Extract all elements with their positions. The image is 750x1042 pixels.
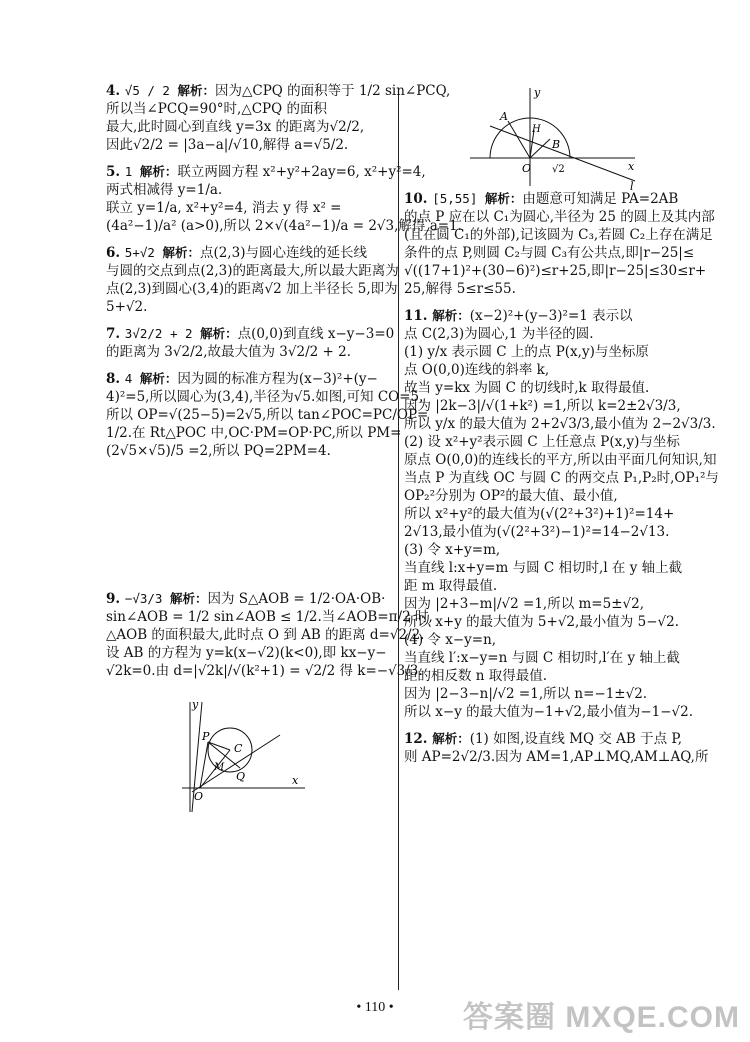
line-text: 的距离为 3√2/2,故最大值为 3√2/2 + 2.	[106, 344, 351, 360]
text-line	[106, 644, 394, 662]
line-text: 距的相反数 n 取得最值.	[404, 668, 548, 684]
text-line	[106, 181, 394, 199]
analysis-label: 解析：	[200, 326, 238, 341]
figure-label: M	[214, 762, 225, 773]
text-line	[404, 325, 704, 343]
text-line	[106, 217, 462, 235]
text-line	[404, 613, 704, 631]
text-line	[404, 487, 704, 505]
text-line	[106, 163, 426, 181]
line-text: √((17+1)²+(30−6)²)≤r+25,即|r−25|≤30≤r+	[404, 263, 707, 279]
text-line	[404, 280, 704, 298]
text-line	[106, 662, 423, 680]
text-line	[404, 631, 704, 649]
solution-block	[404, 730, 709, 766]
line-text: 点 O(0,0)连线的斜率 k,	[404, 362, 550, 378]
text-line	[106, 199, 394, 217]
analysis-label: 解析：	[169, 591, 208, 606]
line-text: 所以 x+y 的最大值为 5+√2,最小值为 5−√2.	[404, 614, 679, 630]
line-text: 所以当∠PCQ=90°时,△CPQ 的面积	[106, 101, 327, 117]
text-line	[106, 325, 394, 343]
line-text: 当直线 l:x+y=m 与圆 C 相切时,l 在 y 轴上截	[404, 560, 683, 576]
line-text: 与圆的交点到点(2,3)的距离最大,所以最大距离为	[106, 263, 399, 279]
line-text: 因为 |2k−3|/√(1+k²) =1,所以 k=2±2√3/3,	[404, 398, 681, 414]
text-line	[404, 685, 704, 703]
text-line	[404, 505, 704, 523]
solution-block	[106, 370, 429, 460]
line-text: (x−2)²+(y−3)²=1 表示以	[469, 308, 633, 324]
problem-number: 10.	[404, 191, 433, 207]
figure-semicircle-diagram	[470, 86, 640, 191]
line-text: 所以 x²+y²的最大值为(√(2²+3²)+1)²=14+	[404, 506, 675, 522]
line-text: 因此√2/2 = |3a−a|/√10,解得 a=√5/2.	[106, 137, 349, 153]
solution-block	[404, 190, 715, 298]
figure-label: A	[500, 110, 508, 123]
answer: 4	[124, 371, 140, 386]
figure-circle-tangent-diagram	[180, 700, 310, 815]
text-line	[404, 433, 704, 451]
line-text: 当直线 l′:x−y=n 与圆 C 相切时,l′在 y 轴上截	[404, 650, 680, 666]
text-line	[404, 451, 717, 469]
solution-block	[106, 82, 451, 154]
line-text: 所以 OP=√(25−5)=2√5,所以 tan∠POC=PC/OP=	[106, 407, 429, 423]
text-line	[106, 590, 394, 608]
problem-number: 9.	[106, 591, 125, 607]
line-text: 2√13,最小值为(√(2²+3²)−1)²=14−2√13.	[404, 524, 670, 540]
text-line	[404, 595, 704, 613]
text-line	[404, 262, 707, 280]
line-text: (1) y/x 表示圆 C 上的点 P(x,y)与坐标原	[404, 344, 649, 360]
text-line	[404, 469, 719, 487]
answer: −√3/3	[124, 591, 170, 606]
text-line	[404, 361, 704, 379]
text-line	[404, 577, 704, 595]
text-line	[404, 415, 716, 433]
text-line	[404, 343, 704, 361]
line-text: 则 AP=2√2/3.因为 AM=1,AP⊥MQ,AM⊥AQ,所	[404, 749, 709, 765]
line-text: 距 m 取得最值.	[404, 578, 498, 594]
text-line	[106, 388, 424, 406]
analysis-label: 解析：	[432, 308, 470, 323]
line-text: 由题意可知满足 PA=2AB	[522, 191, 679, 207]
line-text: 点(2,3)到圆心(3,4)的距离√2 加上半径长 5,即为	[106, 281, 398, 297]
line-text: 点(2,3)与圆心连线的延长线	[199, 245, 367, 261]
line-text: 点 C(2,3)为圆心,1 为半径的圆.	[404, 326, 594, 342]
line-text: 所以 y/x 的最大值为 2+2√3/3,最小值为 2−2√3/3.	[404, 416, 716, 432]
answer: 5+√2	[124, 245, 163, 260]
text-line	[404, 307, 704, 325]
line-text: 最大,此时圆心到直线 y=3x 的距离为√2/2,	[106, 119, 365, 135]
answer: [5,55]	[432, 191, 485, 206]
analysis-label: 解析：	[432, 731, 470, 746]
line-text: (2√5×√5)/5 =2,所以 PQ=2PM=4.	[106, 443, 331, 459]
analysis-label: 解析：	[139, 164, 178, 179]
problem-number: 7.	[106, 326, 125, 342]
text-line	[404, 703, 704, 721]
line-text: 当点 P 为直线 OC 与圆 C 的两交点 P₁,P₂时,OP₁²与	[404, 470, 719, 486]
problem-number: 6.	[106, 245, 125, 261]
text-line	[404, 559, 704, 577]
line-text: (4) 令 x−y=n,	[404, 632, 497, 648]
line-text: OP₂²分别为 OP²的最大值、最小值,	[404, 488, 618, 504]
analysis-label: 解析：	[177, 83, 215, 98]
figure-label: y	[192, 700, 199, 711]
text-line	[404, 748, 709, 766]
watermark: 答案圈 MXQE.COM	[462, 1001, 740, 1034]
text-line	[106, 608, 433, 626]
solution-block	[106, 590, 433, 680]
text-line	[106, 406, 429, 424]
line-text: 因为 |2+3−m|/√2 =1,所以 m=5±√2,	[404, 596, 645, 612]
problem-number: 8.	[106, 371, 125, 387]
figure-label: O	[522, 162, 532, 175]
line-text: 25,解得 5≤r≤55.	[404, 281, 516, 297]
figure-label: l	[630, 180, 634, 191]
line-text: 因为 S△AOB = 1/2·OA·OB·	[207, 591, 386, 607]
line-text: 故当 y=kx 为圆 C 的切线时,k 取得最值.	[404, 380, 650, 396]
text-line	[404, 397, 704, 415]
line-text: 联立两圆方程 x²+y²+2ay=6, x²+y²=4,	[177, 164, 426, 180]
text-line	[404, 649, 704, 667]
answer: 3√2/2 + 2	[124, 326, 201, 341]
figure-label: P	[202, 730, 210, 743]
figure-label: x	[628, 160, 635, 173]
text-line	[404, 190, 704, 208]
text-line	[106, 298, 394, 316]
problem-number: 11.	[404, 308, 433, 324]
text-line	[404, 379, 704, 397]
figure-label: √2	[552, 164, 565, 175]
line-text: (4a²−1)/a² (a>0),所以 2×√(4a²−1)/a = 2√3,解得 a=1.	[106, 218, 462, 234]
answer: 1	[124, 164, 140, 179]
text-line	[404, 208, 715, 226]
line-text: (1) 如图,设直线 MQ 交 AB 于点 P,	[469, 731, 683, 747]
line-text: △AOB 的面积最大,此时点 O 到 AB 的距离 d=√2/2.	[106, 627, 425, 643]
figure-label: H	[532, 124, 541, 135]
figure-label: B	[552, 138, 561, 151]
line-text: 5+√2.	[106, 299, 148, 315]
line-text: 所以 x−y 的最大值为−1+√2,最小值为−1−√2.	[404, 704, 694, 720]
figure-label: O	[194, 790, 204, 803]
text-line	[106, 100, 394, 118]
figure-label: x	[292, 774, 299, 787]
text-line	[404, 541, 704, 559]
analysis-label: 解析：	[162, 245, 200, 260]
figure-label: Q	[236, 770, 246, 783]
text-line	[106, 262, 399, 280]
line-text: (且在圆 C₁的外部),记该圆为 C₃,若圆 C₂上存在满足	[404, 227, 713, 243]
text-line	[404, 730, 704, 748]
line-text: 联立 y=1/a, x²+y²=4, 消去 y 得 x² =	[106, 200, 342, 216]
line-text: 因为△CPQ 的面积等于 1/2 sin∠PCQ,	[215, 83, 451, 99]
problem-number: 5.	[106, 164, 125, 180]
text-line	[106, 424, 402, 442]
text-line	[106, 442, 394, 460]
line-text: 条件的点 P,则圆 C₂与圆 C₃有公共点,即|r−25|≤	[404, 245, 695, 261]
text-line	[106, 244, 394, 262]
text-line	[106, 82, 451, 100]
line-text: 点(0,0)到直线 x−y−3=0	[237, 326, 395, 342]
text-line	[106, 370, 394, 388]
text-line	[106, 280, 398, 298]
analysis-label: 解析：	[139, 371, 178, 386]
text-line	[106, 626, 425, 644]
line-text: 1/2.在 Rt△POC 中,OC·PM=OP·PC,所以 PM=	[106, 425, 402, 441]
answer: √5 / 2	[124, 83, 178, 98]
line-text: 原点 O(0,0)的连线长的平方,所以由平面几何知识,知	[404, 452, 717, 468]
text-line	[106, 118, 394, 136]
line-text: sin∠AOB = 1/2 sin∠AOB ≤ 1/2.当∠AOB=π/2 时,	[106, 609, 433, 625]
text-line	[106, 343, 394, 361]
text-line	[404, 244, 704, 262]
text-line	[404, 667, 704, 685]
line-text: √2k=0.由 d=|√2k|/√(k²+1) = √2/2 得 k=−√3/3.	[106, 663, 423, 679]
line-text: 因为圆的标准方程为(x−3)²+(y−	[177, 371, 378, 387]
text-line	[404, 523, 704, 541]
text-line	[106, 136, 394, 154]
line-text: 因为 |2−3−n|/√2 =1,所以 n=−1±√2.	[404, 686, 648, 702]
figure-label: y	[534, 86, 541, 99]
line-text: 的点 P 应在以 C₁为圆心,半径为 25 的圆上及其内部	[404, 209, 715, 225]
line-text: 两式相减得 y=1/a.	[106, 182, 223, 198]
solution-block	[106, 325, 394, 361]
figure-label: C	[234, 742, 243, 755]
problem-number: 4.	[106, 83, 125, 99]
page-number: • 110 •	[356, 1000, 394, 1015]
problem-number: 12.	[404, 731, 433, 747]
solution-block	[106, 244, 399, 316]
line-text: 设 AB 的方程为 y=k(x−√2)(k<0),即 kx−y−	[106, 645, 387, 661]
analysis-label: 解析：	[484, 191, 523, 206]
line-text: (2) 设 x²+y²表示圆 C 上任意点 P(x,y)与坐标	[404, 434, 680, 450]
text-line	[404, 226, 713, 244]
line-text: 4)²=5,所以圆心为(3,4),半径为√5.如图,可知 CO=5,	[106, 389, 424, 405]
line-text: (3) 令 x+y=m,	[404, 542, 501, 558]
solution-block	[404, 307, 719, 721]
